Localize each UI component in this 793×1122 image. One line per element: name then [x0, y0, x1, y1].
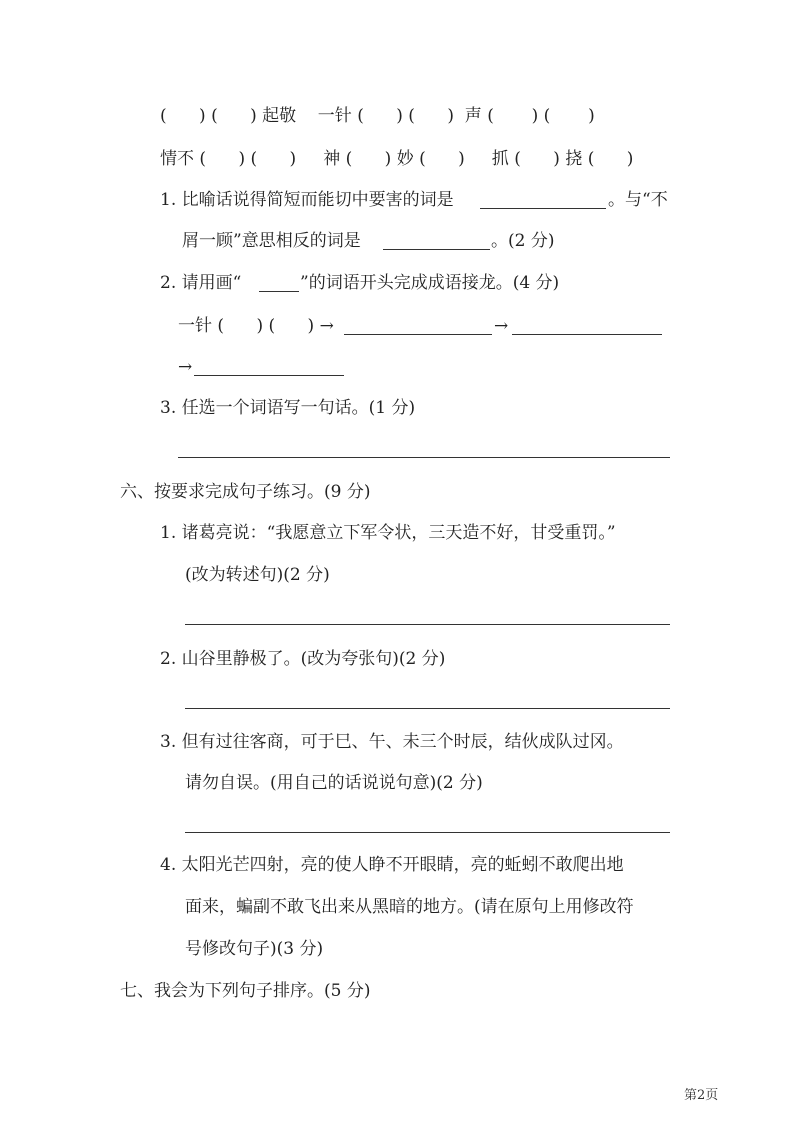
- q3-answer-line[interactable]: [178, 457, 670, 458]
- idiom-row-1: ( ) ( ) 起敬 一针 ( ) ( ) 声 ( ) ( ): [160, 106, 595, 126]
- page-number: 第2页: [684, 1088, 719, 1103]
- s6-q4-text-c: 号修改句子)(3 分): [185, 939, 324, 959]
- section-7-heading: 七、我会为下列句子排序。(5 分): [120, 981, 371, 1001]
- s6-q3-answer-line[interactable]: [185, 832, 670, 833]
- q2-text-b: ”的词语开头完成成语接龙。(4 分): [300, 273, 560, 293]
- s6-q1-answer-line[interactable]: [185, 624, 670, 625]
- q1-answer-blank-1[interactable]: [480, 208, 606, 209]
- s6-q1-text-b: (改为转述句)(2 分): [185, 565, 330, 585]
- q1-answer-blank-2[interactable]: [383, 249, 490, 250]
- s6-q2-text: 2. 山谷里静极了。(改为夸张句)(2 分): [160, 649, 446, 669]
- q2-arrow-1: →: [494, 316, 509, 336]
- q1-text-b: 。与“不: [608, 190, 668, 210]
- q2-text-a: 2. 请用画“: [160, 273, 242, 293]
- section-6-heading: 六、按要求完成句子练习。(9 分): [120, 482, 371, 502]
- q1-text-a: 1. 比喻话说得简短而能切中要害的词是: [160, 190, 454, 210]
- s6-q4-text-a: 4. 太阳光芒四射，亮的使人睁不开眼睛，亮的蚯蚓不敢爬出地: [160, 855, 624, 875]
- s6-q1-text-a: 1. 诸葛亮说：“我愿意立下军令状，三天造不好，甘受重罚。”: [160, 523, 616, 543]
- q2-chain-blank-3[interactable]: [194, 375, 344, 376]
- idiom-row-2: 情不 ( ) ( ) 神 ( ) 妙 ( ) 抓 ( ) 挠 ( ): [160, 149, 634, 169]
- q3-text: 3. 任选一个词语写一句话。(1 分): [160, 398, 416, 418]
- q2-arrow-2: →: [178, 357, 193, 377]
- q2-chain-blank-1[interactable]: [344, 334, 492, 335]
- s6-q2-answer-line[interactable]: [185, 708, 670, 709]
- q2-chain-start: 一针 ( ) ( ) →: [178, 316, 334, 336]
- q1-text-d: 。(2 分): [491, 231, 555, 251]
- s6-q3-text-a: 3. 但有过往客商，可于巳、午、未三个时辰，结伙成队过冈。: [160, 732, 624, 752]
- q2-chain-blank-2[interactable]: [512, 334, 662, 335]
- s6-q3-text-b: 请勿自误。(用自己的话说说句意)(2 分): [185, 773, 483, 793]
- q1-text-c: 屑一顾”意思相反的词是: [182, 231, 361, 251]
- s6-q4-text-b: 面来，蝙副不敢飞出来从黑暗的地方。(请在原句上用修改符: [185, 897, 634, 917]
- q2-underline-sample: [259, 291, 299, 292]
